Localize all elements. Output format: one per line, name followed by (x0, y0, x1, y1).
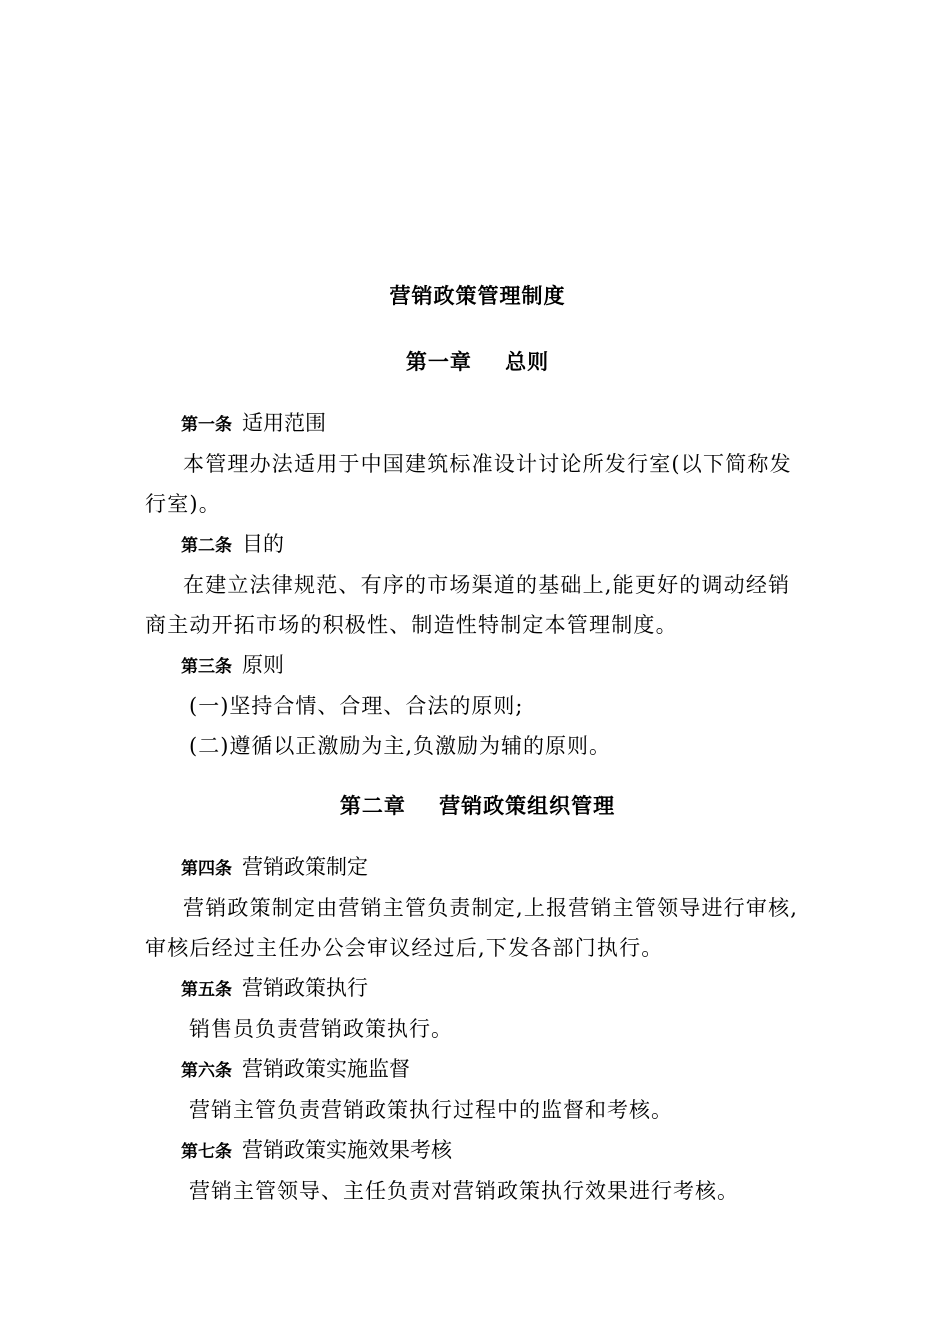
article-2-number: 第二条 (181, 536, 232, 556)
article-4-heading (181, 852, 368, 884)
chapter-2-heading: 第二章 营销政策组织管理 (339, 794, 616, 818)
article-4-title: 营销政策制定 (242, 855, 368, 879)
article-4-number: 第四条 (181, 859, 232, 879)
article-5-number: 第五条 (181, 980, 232, 1000)
article-5-body: 销售员负责营销政策执行。 (189, 1017, 453, 1041)
article-5-title: 营销政策执行 (242, 976, 368, 1000)
article-7-heading (181, 1135, 452, 1167)
article-6-number: 第六条 (181, 1061, 232, 1081)
article-6-title: 营销政策实施监督 (242, 1057, 410, 1081)
article-2-body: 在建立法律规范、有序的市场渠道的基础上,能更好的调动经销商主动开拓市场的积极性、制造性特制定本管理制度。 (145, 573, 791, 637)
document-title: 营销政策管理制度 (389, 284, 566, 308)
article-1-heading (181, 408, 326, 440)
chapter-1-heading: 第一章 总则 (405, 350, 550, 374)
article-3-heading (181, 650, 284, 682)
article-5-heading (181, 973, 368, 1005)
article-6-heading (181, 1054, 410, 1086)
article-7-number: 第七条 (181, 1142, 232, 1162)
article-7-body: 营销主管领导、主任负责对营销政策执行效果进行考核。 (189, 1179, 739, 1203)
article-2-title: 目的 (242, 532, 284, 556)
article-2-heading (181, 529, 284, 561)
article-4-body: 营销政策制定由营销主管负责制定,上报营销主管领导进行审核,审核后经过主任办公会审议经过后,下发各部门执行。 (145, 896, 799, 960)
article-3-item-1: (一)坚持合情、合理、合法的原则; (189, 694, 524, 718)
article-3-number: 第三条 (181, 657, 232, 677)
article-3-item-2: (二)遵循以正激励为主,负激励为辅的原则。 (189, 734, 612, 758)
article-1-title: 适用范围 (242, 411, 326, 435)
article-3-title: 原则 (242, 653, 284, 677)
article-1-body: 本管理办法适用于中国建筑标准设计讨论所发行室(以下简称发行室)。 (145, 452, 792, 516)
article-1-number: 第一条 (181, 415, 232, 435)
article-7-title: 营销政策实施效果考核 (242, 1138, 452, 1162)
article-6-body: 营销主管负责营销政策执行过程中的监督和考核。 (189, 1098, 673, 1122)
